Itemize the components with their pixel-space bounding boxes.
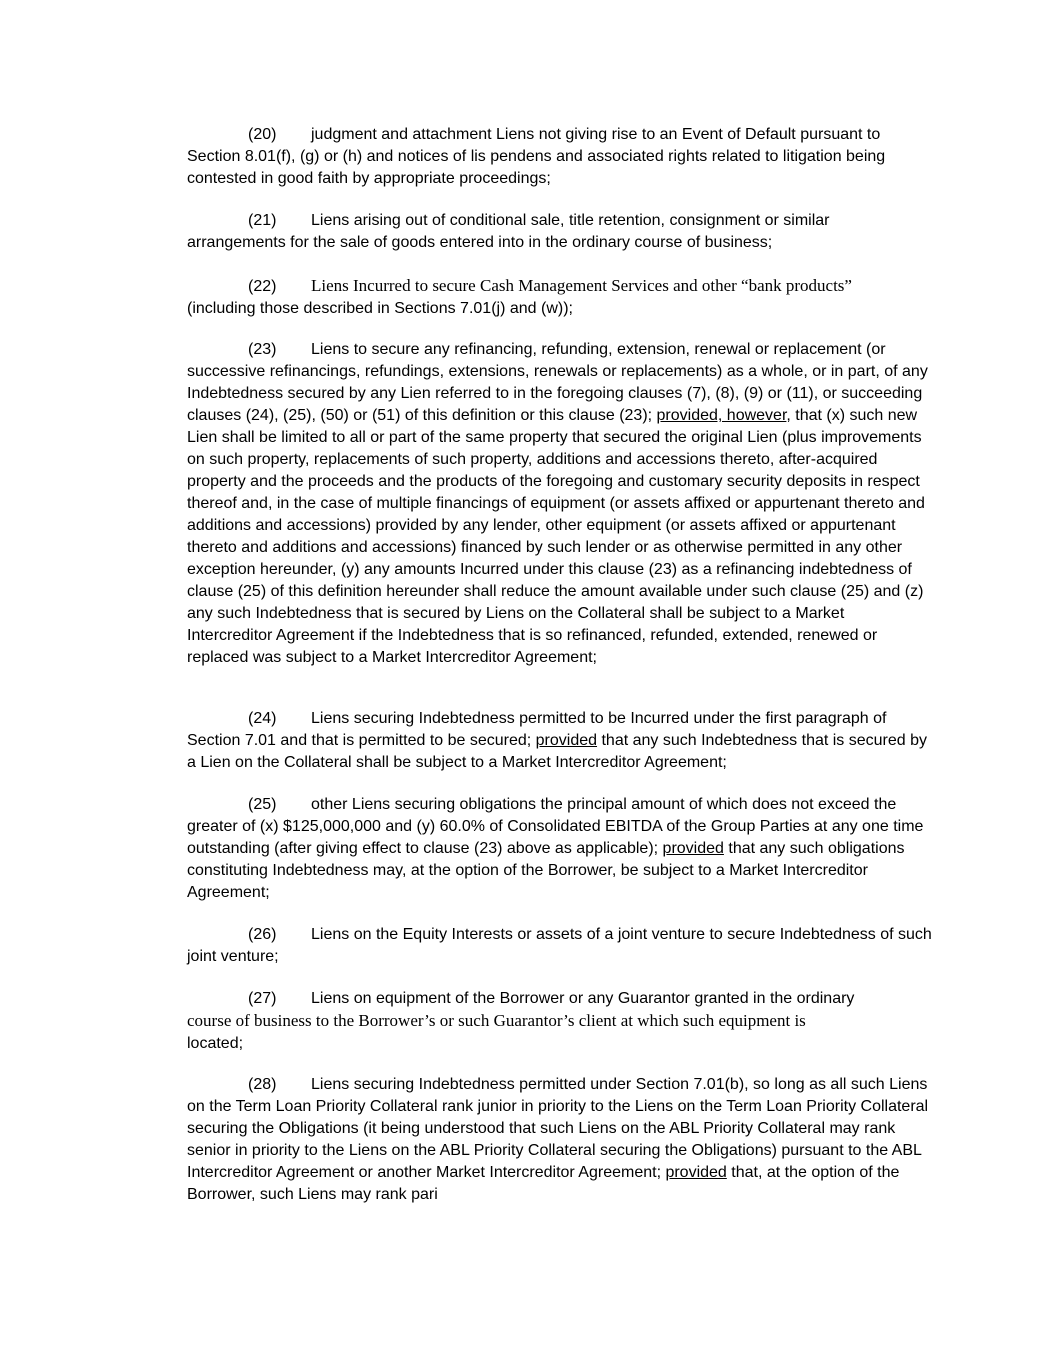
clause-21 — [187, 210, 932, 254]
clause-text-continued: that, at the option of the Borrower, such Liens may rank pari — [187, 1164, 900, 1203]
provided-term: provided — [665, 1164, 727, 1181]
provided-term: provided — [662, 840, 724, 857]
clause-number: (27) — [248, 990, 277, 1007]
clause-number: (24) — [248, 710, 277, 727]
clause-number: (20) — [248, 126, 277, 143]
clause-text: Liens arising out of conditional sale, title retention, consignment or similar arrangements for the sale of goods entered into in the ordinary course of business; — [187, 212, 830, 251]
clause-text-serif: course of business to the Borrower’s or such Guarantor’s client at which such equipment is — [187, 1011, 806, 1030]
clause-text: Liens to secure any refinancing, refunding, extension, renewal or replacement (or successive refinancings, refundings, extensions, renewals or replacements) as a whole, or in part, of any Indebtedness secured by any Lien referred to in the foregoing clauses (7), (8), (9) or (11), or succeeding clauses (24), (25), (50) or (51) of this definition or this clause (23); — [187, 341, 928, 424]
clause-27 — [187, 988, 932, 1055]
provided-however-term: provided, however — [656, 407, 787, 424]
clause-26 — [187, 924, 932, 968]
clause-text: Liens securing Indebtedness permitted under Section 7.01(b), so long as all such Liens on the Term Loan Priority Collateral rank junior in priority to the Liens on the Term Loan Priority Collateral securing the Obligations (it being understood that such Liens on the ABL Priority Collateral may rank senior in priority to the Liens on the ABL Priority Collateral securing the Obligations) pursuant to the ABL Intercreditor Agreement or another Market Intercreditor Agreement; — [187, 1076, 929, 1181]
clause-text-continued: that any such Indebtedness that is secured by a Lien on the Collateral shall be subject to a Market Intercreditor Agreement; — [187, 732, 928, 771]
clause-20 — [187, 124, 932, 190]
clause-text: Liens on equipment of the Borrower or any Guarantor granted in the ordinary — [311, 990, 855, 1007]
clause-number: (25) — [248, 796, 277, 813]
clause-text-end: located; — [187, 1035, 244, 1052]
clause-22 — [187, 275, 932, 320]
clause-text: other Liens securing obligations the principal amount of which does not exceed the greater of (x) $125,000,000 and (y) 60.0% of Consolidated EBITDA of the Group Parties at any one time outstanding (after giving effect to clause (23) above as applicable); — [187, 796, 924, 857]
clause-text-continued: , that (x) such new Lien shall be limited to all or part of the same property that secured the original Lien (plus improvements on such property, replacements of such property, additions and accessions thereto, after-acquired property and the proceeds and the products of the foregoing and customary security deposits in respect thereof and, in the case of multiple financings of equipment (or assets affixed or appurtenant thereto and additions and accessions) provided by any lender, other equipment (or assets affixed or appurtenant thereto and additions and accessions) financed by such lender or as otherwise permitted in any other exception hereunder, (y) any amounts Incurred under this clause (23) as a refinancing indebtedness of clause (25) of this definition hereunder shall reduce the amount available under such clause (25) and (z) any such Indebtedness that is secured by Liens on the Collateral shall be subject to a Market Intercreditor Agreement if the Indebtedness that is so refinanced, refunded, extended, renewed or replaced was subject to a Market Intercreditor Agreement; — [187, 407, 925, 666]
clause-28 — [187, 1074, 932, 1206]
clause-text: (including those described in Sections 7.01(j) and (w)); — [187, 300, 573, 317]
clause-number: (23) — [248, 341, 277, 358]
clause-text: Liens securing Indebtedness permitted to be Incurred under the first paragraph of Section 7.01 and that is permitted to be secured; — [187, 710, 887, 749]
clause-23 — [187, 339, 932, 669]
clause-text: judgment and attachment Liens not giving rise to an Event of Default pursuant to Section 8.01(f), (g) or (h) and notices of lis pendens and associated rights related to litigation being contested in good faith by appropriate proceedings; — [187, 126, 886, 187]
clause-text-serif: Liens Incurred to secure Cash Management Services and other “bank products” — [311, 276, 852, 295]
clause-number: (22) — [248, 278, 277, 295]
clause-number: (28) — [248, 1076, 277, 1093]
clause-text-continued: that any such obligations constituting Indebtedness may, at the option of the Borrower, be subject to a Market Intercreditor Agreement; — [187, 840, 905, 901]
clause-24 — [187, 708, 932, 774]
clause-25 — [187, 794, 932, 904]
clause-number: (26) — [248, 926, 277, 943]
provided-term: provided — [535, 732, 598, 749]
clause-text: Liens on the Equity Interests or assets of a joint venture to secure Indebtedness of such joint venture; — [187, 926, 932, 965]
clause-number: (21) — [248, 212, 277, 229]
